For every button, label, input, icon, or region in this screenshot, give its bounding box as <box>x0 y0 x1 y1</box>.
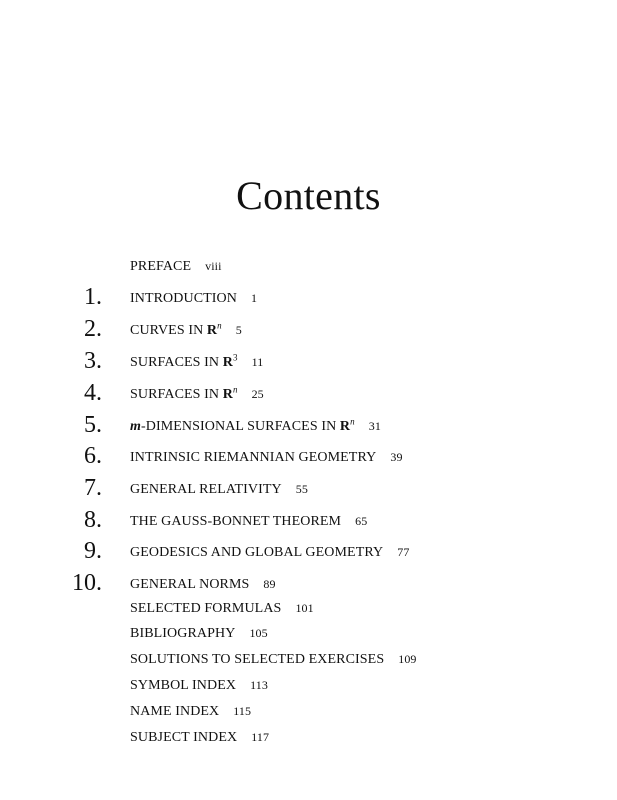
m-symbol: m <box>130 419 141 434</box>
toc-entry-page: 117 <box>251 730 270 744</box>
toc-entry-label <box>130 728 269 747</box>
toc-entry-page: 1 <box>250 291 258 305</box>
toc-entry-selected-formulas <box>0 594 600 620</box>
toc-entry-page: 31 <box>368 419 381 433</box>
toc-entry-title: SOLUTIONS TO SELECTED EXERCISES <box>130 652 385 667</box>
toc-entry-title: THE GAUSS-BONNET THEOREM <box>130 514 342 529</box>
toc-entry-page: 115 <box>233 704 252 718</box>
toc-entry-title: BIBLIOGRAPHY <box>130 626 236 641</box>
toc-entry-solutions <box>0 645 600 671</box>
chapter-number: 4. <box>84 380 102 406</box>
toc-entry-page: 39 <box>390 450 403 464</box>
chapter-number: 5. <box>84 412 102 438</box>
toc-entry-general-norms <box>0 570 600 596</box>
toc-entry-title: SUBJECT INDEX <box>130 730 238 745</box>
toc-entry-title: PREFACE <box>130 259 192 274</box>
chapter-number: 9. <box>84 538 102 564</box>
toc-entry-label <box>130 624 268 643</box>
toc-entry-label <box>130 448 403 467</box>
page-title: Contents <box>236 173 381 218</box>
toc-entry-gauss-bonnet <box>0 507 600 533</box>
toc-entry-subject-index <box>0 723 600 749</box>
toc-entry-preface <box>0 252 600 278</box>
toc-entry-title: GENERAL NORMS <box>130 577 250 592</box>
toc-entry-surfaces-r3 <box>0 348 600 374</box>
toc-entry-page: 113 <box>250 678 268 692</box>
toc-entry-label <box>130 599 314 618</box>
toc-entry-page: 25 <box>251 387 264 401</box>
real-space-symbol: R <box>206 323 218 338</box>
dimension-superscript: n <box>350 416 355 427</box>
toc-entry-m-dimensional-surfaces <box>0 412 600 438</box>
toc-entry-label <box>130 385 264 404</box>
chapter-number: 7. <box>84 475 102 501</box>
chapter-number: 6. <box>84 443 102 469</box>
toc-entry-title: GENERAL RELATIVITY <box>130 482 282 497</box>
toc-entry-title: INTRINSIC RIEMANNIAN GEOMETRY <box>130 450 377 465</box>
toc-entry-page: 89 <box>263 577 276 591</box>
toc-entry-geodesics <box>0 538 600 564</box>
toc-entry-page: 105 <box>249 626 268 640</box>
toc-entry-title: GEODESICS AND GLOBAL GEOMETRY <box>130 545 384 560</box>
toc-entry-page: 101 <box>295 601 314 615</box>
toc-entry-page: 77 <box>397 545 410 559</box>
toc-entry-title: -DIMENSIONAL SURFACES IN <box>141 419 340 434</box>
toc-entry-label <box>130 480 308 499</box>
chapter-number: 3. <box>84 348 102 374</box>
real-space-symbol: R <box>339 419 351 434</box>
toc-entry-label <box>130 417 381 436</box>
dimension-superscript: n <box>232 384 238 395</box>
toc-entry-general-relativity <box>0 475 600 501</box>
toc-entry-name-index <box>0 697 600 723</box>
toc-entry-title: SELECTED FORMULAS <box>130 601 282 616</box>
real-space-symbol: R <box>222 355 233 370</box>
toc-entry-page: 5 <box>235 323 242 337</box>
chapter-number: 1. <box>84 284 102 310</box>
toc-entry-page: 55 <box>295 482 308 496</box>
toc-entry-introduction <box>0 284 600 310</box>
toc-entry-title: SYMBOL INDEX <box>130 678 237 693</box>
toc-entry-label <box>130 650 417 669</box>
chapter-number: 8. <box>84 507 102 533</box>
toc-entry-surfaces-rn <box>0 380 600 406</box>
toc-entry-label <box>130 702 251 721</box>
toc-entry-label <box>130 257 222 276</box>
dimension-superscript: n <box>217 320 222 331</box>
toc-entry-label <box>130 512 367 531</box>
toc-entry-bibliography <box>0 619 600 645</box>
toc-entry-label <box>130 543 409 562</box>
toc-entry-label <box>130 289 257 308</box>
real-space-symbol: R <box>222 387 233 402</box>
toc-entry-intrinsic-riemannian-geometry <box>0 443 600 469</box>
toc-entry-page: 65 <box>355 514 368 528</box>
toc-entry-title: NAME INDEX <box>130 704 220 719</box>
toc-entry-label <box>130 353 263 372</box>
toc-entry-title: CURVES IN <box>130 323 207 338</box>
toc-entry-title: SURFACES IN <box>130 355 223 370</box>
toc-entry-label <box>130 676 268 695</box>
toc-entry-curves <box>0 316 600 342</box>
chapter-number: 10. <box>72 570 102 596</box>
chapter-number: 2. <box>84 316 102 342</box>
toc-entry-page: 11 <box>251 355 264 369</box>
toc-entry-label <box>130 321 242 340</box>
toc-entry-title: INTRODUCTION <box>130 291 237 306</box>
toc-entry-symbol-index <box>0 671 600 697</box>
toc-entry-title: SURFACES IN <box>130 387 223 402</box>
toc-entry-label <box>130 575 276 594</box>
dimension-superscript: 3 <box>232 352 238 363</box>
toc-entry-page: viii <box>205 259 222 273</box>
toc-entry-page: 109 <box>398 652 417 666</box>
